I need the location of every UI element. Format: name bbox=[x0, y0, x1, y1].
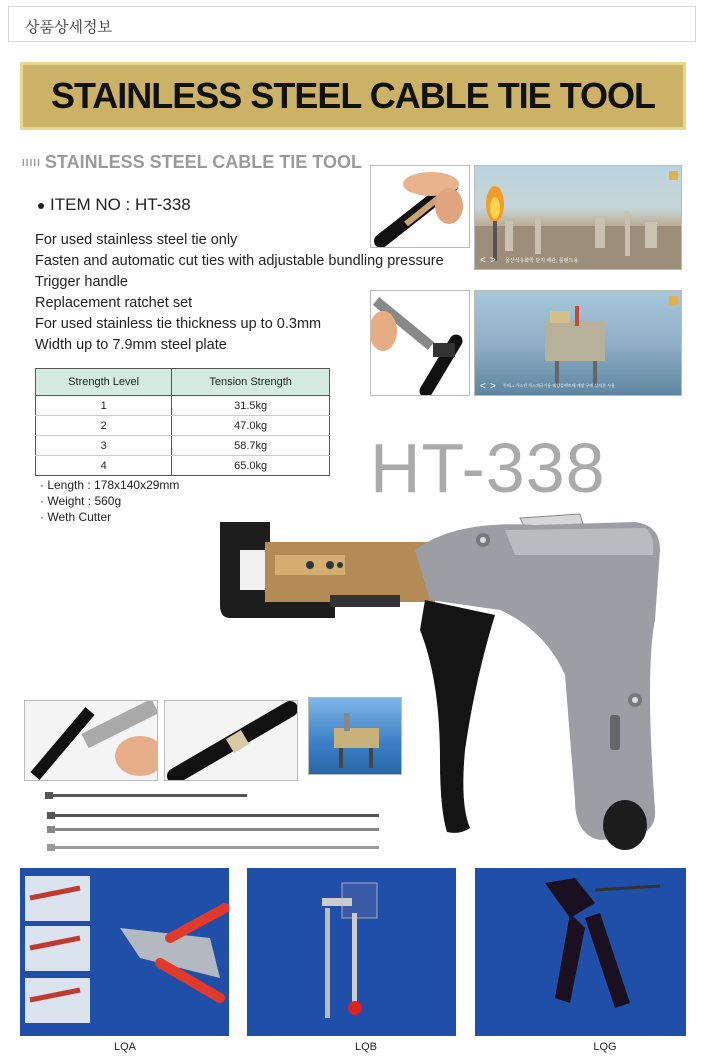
slide-badge-icon bbox=[669, 171, 678, 180]
section-heading bbox=[22, 152, 362, 173]
offshore-platform-image bbox=[475, 291, 682, 396]
section-bars: IIIII bbox=[22, 157, 41, 169]
tension-cell: 31.5kg bbox=[172, 396, 330, 416]
spec-list bbox=[40, 477, 179, 525]
table-header-level: Strength Level bbox=[36, 369, 172, 396]
lqa-tool-image bbox=[20, 868, 229, 1036]
usage-photo-1 bbox=[370, 165, 470, 248]
level-cell: 4 bbox=[36, 456, 172, 476]
usage-photo-2-image bbox=[371, 291, 470, 396]
level-cell: 1 bbox=[36, 396, 172, 416]
item-number bbox=[38, 195, 191, 215]
detail-photo-3 bbox=[308, 697, 402, 775]
feature-item: For used stainless tie thickness up to 0.3mm bbox=[35, 316, 322, 332]
detail-photo-2-image bbox=[165, 701, 298, 781]
item-number-text: ITEM NO : HT-338 bbox=[50, 195, 191, 214]
feature-item: Width up to 7.9mm steel plate bbox=[35, 337, 227, 353]
table-row bbox=[36, 396, 330, 416]
slide-next-arrow-icon[interactable]: > bbox=[490, 255, 496, 266]
feature-item: Replacement ratchet set bbox=[35, 295, 193, 311]
slide-prev-arrow-icon[interactable]: < bbox=[480, 255, 486, 266]
plant-photo-slide-2 bbox=[474, 290, 682, 396]
plant-photo-slide-1 bbox=[474, 165, 682, 270]
slide-caption-1: 울산석유화학 단지 배관, 플랜트용 bbox=[505, 258, 579, 264]
tool-panel-lqb bbox=[247, 868, 456, 1036]
spec-length: · Length : 178x140x29mm bbox=[40, 478, 180, 492]
usage-photo-1-image bbox=[371, 166, 470, 248]
feature-item: For used stainless steel tie only bbox=[35, 232, 238, 248]
tool-panel-lqg bbox=[475, 868, 686, 1036]
tool-label-lqb: LQB bbox=[354, 1041, 377, 1053]
usage-photo-2 bbox=[370, 290, 470, 396]
tension-cell: 47.0kg bbox=[172, 416, 330, 436]
table-row bbox=[36, 456, 330, 476]
title-banner bbox=[20, 62, 686, 130]
refinery-image bbox=[475, 166, 682, 270]
detail-photo-2 bbox=[164, 700, 298, 781]
tension-cell: 65.0kg bbox=[172, 456, 330, 476]
feature-item: Trigger handle bbox=[35, 274, 128, 290]
level-cell: 3 bbox=[36, 436, 172, 456]
slide-next-arrow-icon[interactable]: > bbox=[490, 381, 496, 392]
detail-tab-label: 상품상세정보 bbox=[25, 18, 112, 36]
detail-photo-1-image bbox=[25, 701, 158, 781]
tool-label-lqg: LQG bbox=[593, 1041, 617, 1053]
table-row bbox=[36, 436, 330, 456]
spec-weight: · Weight : 560g bbox=[40, 494, 122, 508]
tool-panel-lqa bbox=[20, 868, 229, 1036]
slide-badge-icon bbox=[669, 296, 678, 305]
tension-cell: 58.7kg bbox=[172, 436, 330, 456]
lqb-tool-image bbox=[247, 868, 456, 1036]
table-row bbox=[36, 416, 330, 436]
cable-ties-image bbox=[40, 788, 385, 856]
lqg-tool-image bbox=[475, 868, 686, 1036]
section-title: STAINLESS STEEL CABLE TIE TOOL bbox=[44, 152, 362, 172]
banner-title: STAINLESS STEEL CABLE TIE TOOL bbox=[50, 75, 656, 116]
table-header-tension: Tension Strength bbox=[172, 369, 330, 396]
offshore-detail-image bbox=[309, 698, 402, 775]
bullet-icon bbox=[38, 203, 44, 209]
slide-prev-arrow-icon[interactable]: < bbox=[480, 381, 486, 392]
spec-cutter: · Weth Cutter bbox=[40, 510, 112, 524]
tool-label-lqa: LQA bbox=[113, 1041, 136, 1053]
level-cell: 2 bbox=[36, 416, 172, 436]
feature-item: Fasten and automatic cut ties with adjustable bundling pressure bbox=[35, 253, 444, 269]
detail-tab[interactable] bbox=[8, 6, 696, 42]
model-number-large: HT-338 bbox=[370, 429, 606, 507]
slide-caption-2: 동해-1 가스전 가스채굴기용 해양플랜트에 계장 구매 설치분 사용 bbox=[503, 383, 615, 388]
detail-photo-1 bbox=[24, 700, 158, 781]
strength-table bbox=[35, 368, 330, 476]
